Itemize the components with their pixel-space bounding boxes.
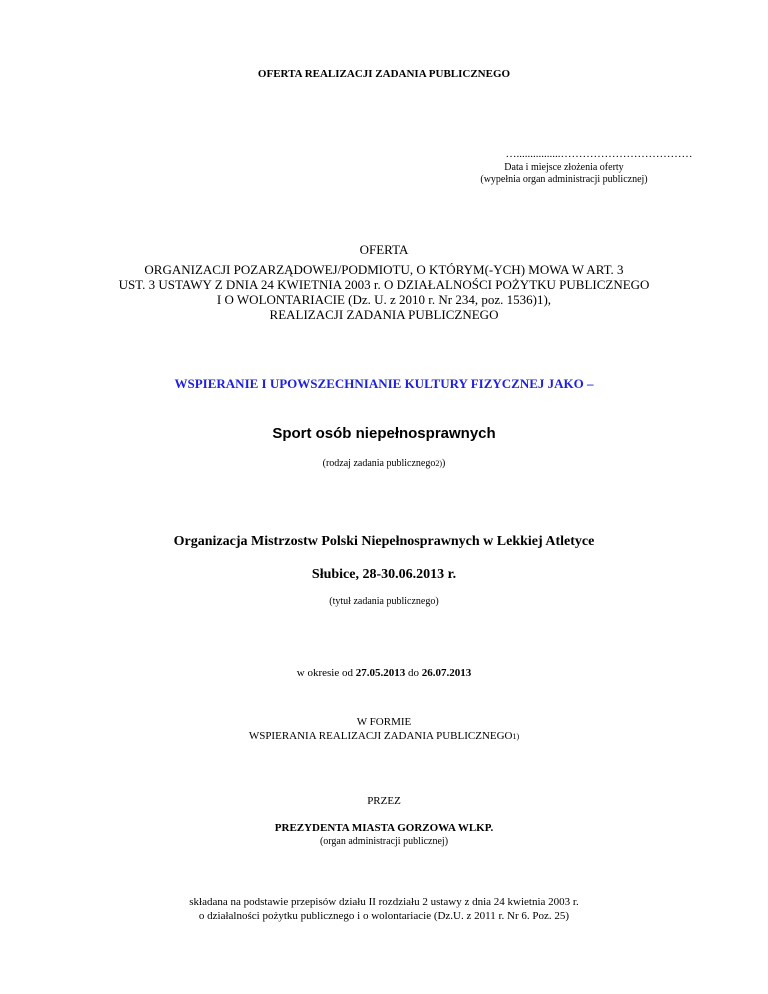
document-title: OFERTA REALIZACJI ZADANIA PUBLICZNEGO [257,68,511,80]
legal-basis-line-1: składana na podstawie przepisów działu II rozdziału 2 ustawy z dnia 24 kwietnia 2003 r. [189,896,579,908]
date-label: Data i miejsce złożenia oferty [504,162,624,173]
task-title-caption: (tytuł zadania publicznego) [329,596,439,607]
by-organ: PREZYDENTA MIASTA GORZOWA WLKP. [274,822,494,834]
period: w okresie od 27.05.2013 do 26.07.2013 [296,667,472,679]
task-title-line-1: Organizacja Mistrzostw Polski Niepełnosprawnych w Lekkiej Atletyce [173,534,595,549]
task-type-heading: WSPIERANIE I UPOWSZECHNIANIE KULTURY FIZYCZNEJ JAKO – [174,376,594,391]
by-heading: PRZEZ [367,795,401,807]
by-caption: (organ administracji publicznej) [319,836,449,847]
offer-line-1: ORGANIZACJI POZARZĄDOWEJ/PODMIOTU, O KTÓRYM(-YCH) MOWA W ART. 3 [144,262,624,277]
task-title-line-2: Słubice, 28-30.06.2013 r. [311,567,457,582]
form-heading: W FORMIE [356,716,412,728]
offer-line-2: UST. 3 USTAWY Z DNIA 24 KWIETNIA 2003 r. O DZIAŁALNOŚCI POŻYTKU PUBLICZNEGO [118,277,650,292]
date-sublabel: (wypełnia organ administracji publicznej) [480,174,648,185]
form-text: WSPIERANIA REALIZACJI ZADANIA PUBLICZNEGO1) [248,730,520,742]
legal-basis-line-2: o działalności pożytku publicznego i o wolontariacie (Dz.U. z 2011 r. Nr 6. Poz. 25) [198,910,570,922]
period-to: 26.07.2013 [421,667,472,679]
period-from: 27.05.2013 [355,667,406,679]
offer-heading: OFERTA [359,242,409,257]
date-dots: …................……………………………… [505,148,693,160]
offer-line-3: I O WOLONTARIACIE (Dz. U. z 2010 r. Nr 234, poz. 1536)1), [216,292,552,307]
offer-line-4: REALIZACJI ZADANIA PUBLICZNEGO [269,307,499,322]
task-type-caption: (rodzaj zadania publicznego2)) [322,458,446,469]
task-type-name: Sport osób niepełnosprawnych [272,425,496,442]
